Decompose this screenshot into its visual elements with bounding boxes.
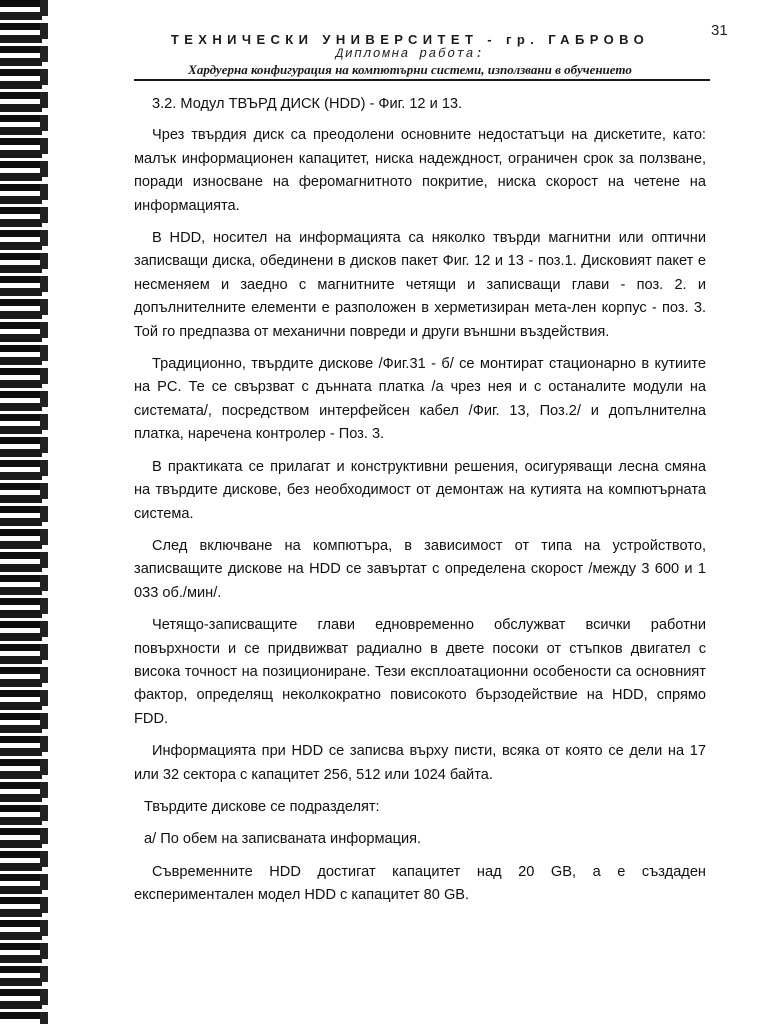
spiral-binding	[0, 0, 42, 1024]
header-topic: Хардуерна конфигурация на компютърни системи, използвани в обучението	[188, 62, 632, 77]
page-number: 31	[711, 22, 728, 39]
paragraph-hdd-heads: Четящо-записващите глави едновременно обслужват всички работни повърхности и се придвижват радиално в двете посоки от стъпков двигател с висока точност на позициониране. Тези експлоатационни особености са основният фактор, определящ неколкократно повисокото бързодействие на HDD, спрямо FDD.	[134, 617, 706, 727]
header-work-type: Дипломна работа:	[335, 46, 485, 61]
paragraph-hdd-capacity: Съвременните HDD достигат капацитет над 20 GB, а е създаден експериментален модел HDD с капацитет 80 GB.	[134, 863, 706, 904]
page-content	[134, 93, 706, 917]
subdivide-item-a: а/ По обем на записваната информация.	[144, 831, 422, 848]
paragraph-hdd-mounting: Традиционно, твърдите дискове /Фиг.31 - б/ се монтират стационарно в кутиите на PC. Те се свързват с дънната платка /а чрез нея и с останалите модули на системата/, посредством интерфейсен кабел /Фиг. 13, Поз.2/ и допълнителна платка, наречена контролер - Поз. 3.	[134, 356, 706, 443]
header-university: ТЕХНИЧЕСКИ УНИВЕРСИТЕТ - гр. ГАБРОВО	[170, 32, 650, 47]
paragraph-hdd-advantages: Чрез твърдия диск са преодолени основните недостатъци на дискетите, като: малък информационен капацитет, ниска надеждност, ограничен срок за ползване, поради износване на феромагнитното покритие, ниска скорост на четене на информацията.	[134, 127, 706, 214]
section-heading: 3.2. Модул ТВЪРД ДИСК (HDD) - Фиг. 12 и 13.	[152, 96, 463, 112]
subdivide-intro: Твърдите дискове се подразделят:	[144, 798, 380, 815]
paragraph-hdd-rotation: След включване на компютъра, в зависимост от типа на устройството, записващите дискове на HDD се завъртат с определена скорост /между 3 600 и 1 033 об./мин/.	[134, 537, 706, 601]
paragraph-hdd-tracks: Информацията при HDD се записва върху писти, всяка от която се дели на 17 или 32 сектора с капацитет 256, 512 или 1024 байта.	[134, 743, 706, 783]
header-divider	[134, 79, 710, 81]
paragraph-hdd-replaceable: В практиката се прилагат и конструктивни решения, осигуряващи лесна смяна на твърдите дискове, без необходимост от демонтаж на кутията на компютърната система.	[134, 458, 706, 522]
paragraph-hdd-structure: В HDD, носител на информацията са няколко твърди магнитни или оптични записващи диска, обединени в дисков пакет Фиг. 12 и 13 - поз.1. Дисковият пакет е несменяем и заедно с магнитните четящи и записващи глави - поз. 2. и допълнителните елементи е разположен в херметизиран мета-лен корпус - поз. 3. Той го предпазва от механични повреди и други външни въздействия.	[134, 230, 706, 340]
